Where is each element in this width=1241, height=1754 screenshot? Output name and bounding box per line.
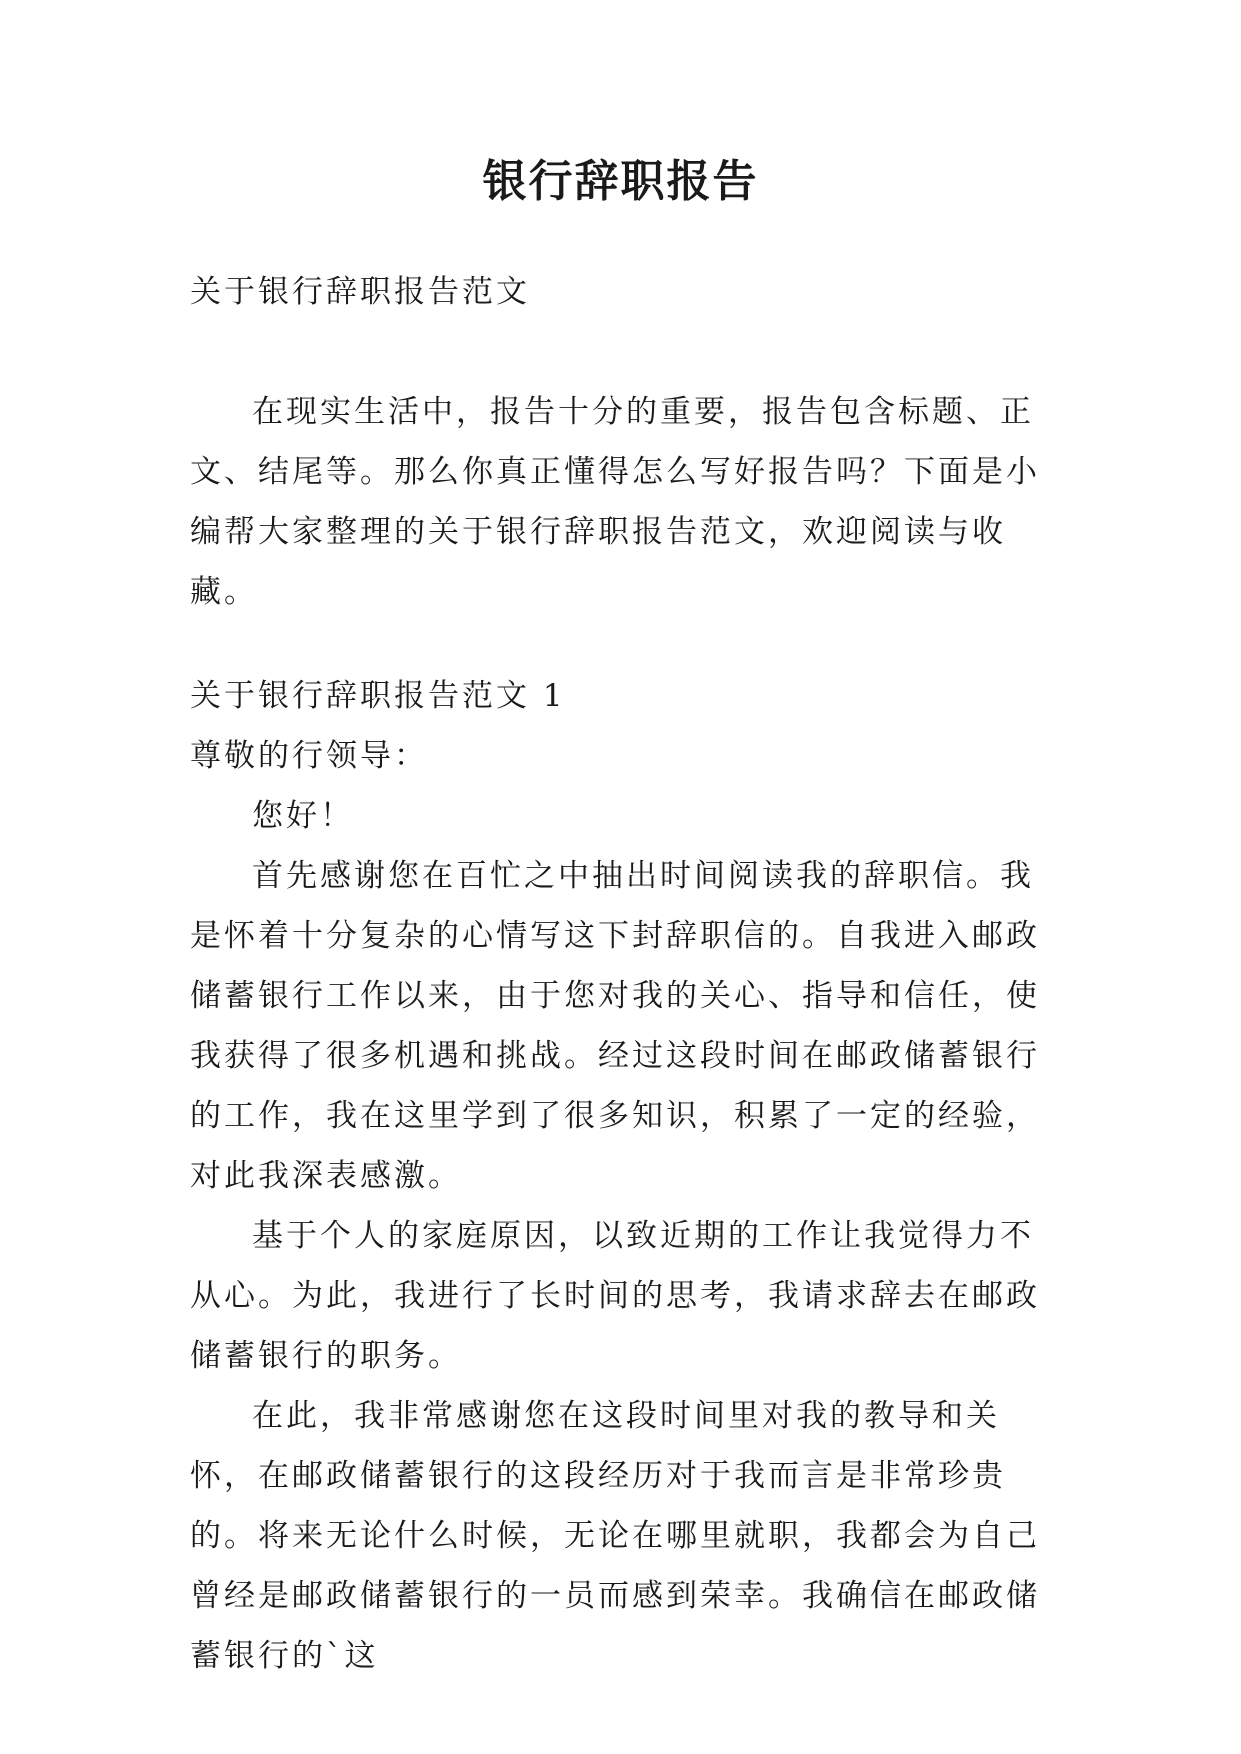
section-title: 关于银行辞职报告范文 1 bbox=[190, 678, 566, 714]
document-subtitle: 关于银行辞职报告范文 bbox=[190, 274, 530, 310]
body-paragraph: 基于个人的家庭原因，以致近期的工作让我觉得力不从心。为此，我进行了长时间的思考，我请求辞去在邮政储蓄银行的职务。 bbox=[190, 1218, 1040, 1374]
document-body bbox=[190, 262, 1060, 1686]
document-title: 银行辞职报告 bbox=[482, 156, 759, 207]
body-paragraph: 首先感谢您在百忙之中抽出时间阅读我的辞职信。我是怀着十分复杂的心情写这下封辞职信的。自我进入邮政储蓄银行工作以来，由于您对我的关心、指导和信任，使我获得了很多机遇和挑战。经过这段时间在邮政储蓄银行的工作，我在这里学到了很多知识，积累了一定的经验，对此我深表感激。 bbox=[190, 858, 1040, 1194]
body-paragraph: 在此，我非常感谢您在这段时间里对我的教导和关怀，在邮政储蓄银行的这段经历对于我而言是非常珍贵的。将来无论什么时候，无论在哪里就职，我都会为自己曾经是邮政储蓄银行的一员而感到荣幸。我确信在邮政储蓄银行的`这 bbox=[190, 1398, 1040, 1674]
salutation: 尊敬的行领导： bbox=[190, 738, 428, 774]
intro-paragraph: 在现实生活中，报告十分的重要，报告包含标题、正文、结尾等。那么你真正懂得怎么写好报告吗？下面是小编帮大家整理的关于银行辞职报告范文，欢迎阅读与收藏。 bbox=[190, 394, 1040, 610]
greeting: 您好！ bbox=[252, 798, 354, 834]
